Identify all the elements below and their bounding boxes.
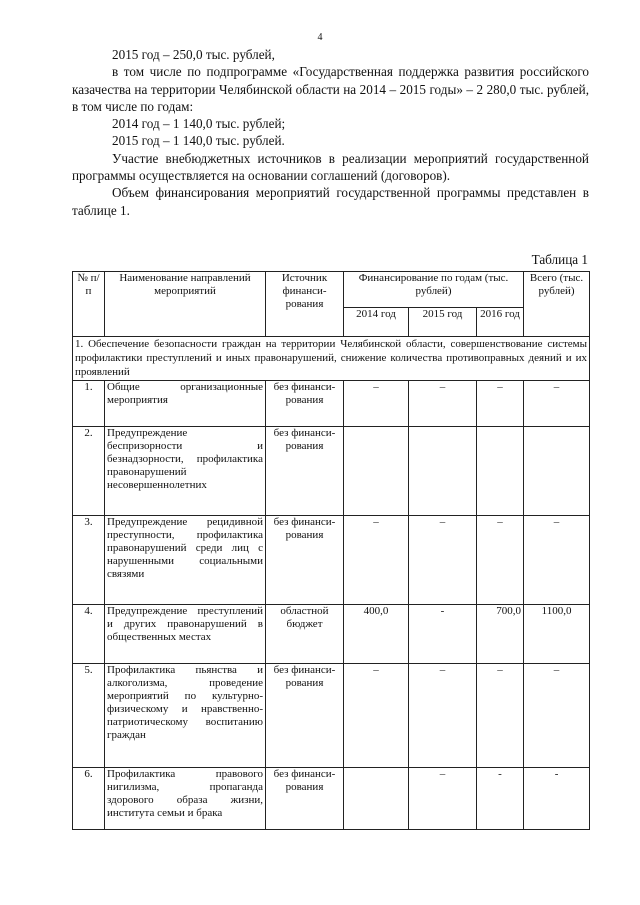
table-row (73, 768, 590, 830)
page-number: 4 (317, 32, 323, 43)
row-total (524, 427, 590, 516)
financing-table (72, 271, 590, 830)
row-2014: 400,0 (344, 605, 409, 664)
table-row (73, 427, 590, 516)
row-source: без финанси-рования (266, 381, 344, 427)
row-2014 (344, 768, 409, 830)
row-2014: – (344, 664, 409, 768)
section-row (73, 337, 590, 381)
header-2015: 2015 год (409, 308, 477, 337)
row-num: 3. (73, 516, 105, 605)
row-2015: – (409, 516, 477, 605)
row-total: – (524, 664, 590, 768)
row-total: 1100,0 (524, 605, 590, 664)
row-num: 1. (73, 381, 105, 427)
header-num: № п/п (73, 272, 105, 337)
row-2016: 700,0 (477, 605, 524, 664)
row-num: 2. (73, 427, 105, 516)
row-2014: – (344, 516, 409, 605)
row-source: областной бюджет (266, 605, 344, 664)
row-2016: – (477, 664, 524, 768)
paragraph: 2015 год – 250,0 тыс. рублей, (112, 47, 275, 62)
header-2016: 2016 год (477, 308, 524, 337)
row-2016: – (477, 516, 524, 605)
row-2016: – (477, 381, 524, 427)
paragraph: 2014 год – 1 140,0 тыс. рублей; (112, 116, 286, 132)
row-num: 4. (73, 605, 105, 664)
row-total: - (524, 768, 590, 830)
header-2014: 2014 год (344, 308, 409, 337)
row-2014: – (344, 381, 409, 427)
table-row (73, 381, 590, 427)
row-source: без финанси-рования (266, 664, 344, 768)
row-name: Общие организационные мероприятия (105, 381, 266, 427)
header-name: Наименование направлений мероприятий (105, 272, 266, 337)
row-name: Профилактика правового нигилизма, пропаганда здорового образа жизни, института семьи и брака (105, 768, 266, 830)
table-row (73, 605, 590, 664)
row-2016: - (477, 768, 524, 830)
row-name: Предупреждение рецидивной преступности, профилактика правонарушений среди лиц с нарушенными социальными связями (105, 516, 266, 605)
row-2014 (344, 427, 409, 516)
header-financing: Финансирование по годам (тыс. рублей) (344, 272, 524, 308)
row-total: – (524, 381, 590, 427)
table-header-row (73, 272, 590, 308)
row-2015: – (409, 381, 477, 427)
row-2015: – (409, 664, 477, 768)
section-title: 1. Обеспечение безопасности граждан на территории Челябинской области, совершенствование системы профилактики преступлений и иных правонарушений, снижение количества противоправных деяний и их проявлений (73, 337, 590, 381)
row-name: Профилактика пьянства и алкоголизма, проведение мероприятий по культурно-физическому и нравственно-патриотическому воспитанию граждан (105, 664, 266, 768)
row-num: 5. (73, 664, 105, 768)
header-source: Источник финанси-рования (266, 272, 344, 337)
row-source: без финанси-рования (266, 516, 344, 605)
row-num: 6. (73, 768, 105, 830)
row-2015 (409, 427, 477, 516)
header-total: Всего (тыс. рублей) (524, 272, 590, 337)
body-text (72, 46, 589, 219)
paragraph: Участие внебюджетных источников в реализации мероприятий государственной программы осуществляется на основании соглашений (договоров). (72, 150, 589, 184)
row-2015: - (409, 605, 477, 664)
row-source: без финанси-рования (266, 768, 344, 830)
table-caption: Таблица 1 (531, 252, 588, 267)
table-row (73, 664, 590, 768)
row-total: – (524, 516, 590, 605)
paragraph: в том числе по подпрограмме «Государственная поддержка развития российского казачества на территории Челябинской области на 2014 – 2015 годы» – 2 280,0 тыс. рублей, в том числе по годам: (72, 64, 589, 114)
row-source: без финанси-рования (266, 427, 344, 516)
row-name: Предупреждение беспризорности и безнадзорности, профилактика правонарушений несовершеннолетних (105, 427, 266, 516)
paragraph: 2015 год – 1 140,0 тыс. рублей. (112, 133, 285, 149)
paragraph: Объем финансирования мероприятий государственной программы представлен в таблице 1. (72, 185, 589, 218)
row-name: Предупреждение преступлений и других правонарушений в общественных местах (105, 605, 266, 664)
table-row (73, 516, 590, 605)
row-2015: – (409, 768, 477, 830)
row-2016 (477, 427, 524, 516)
